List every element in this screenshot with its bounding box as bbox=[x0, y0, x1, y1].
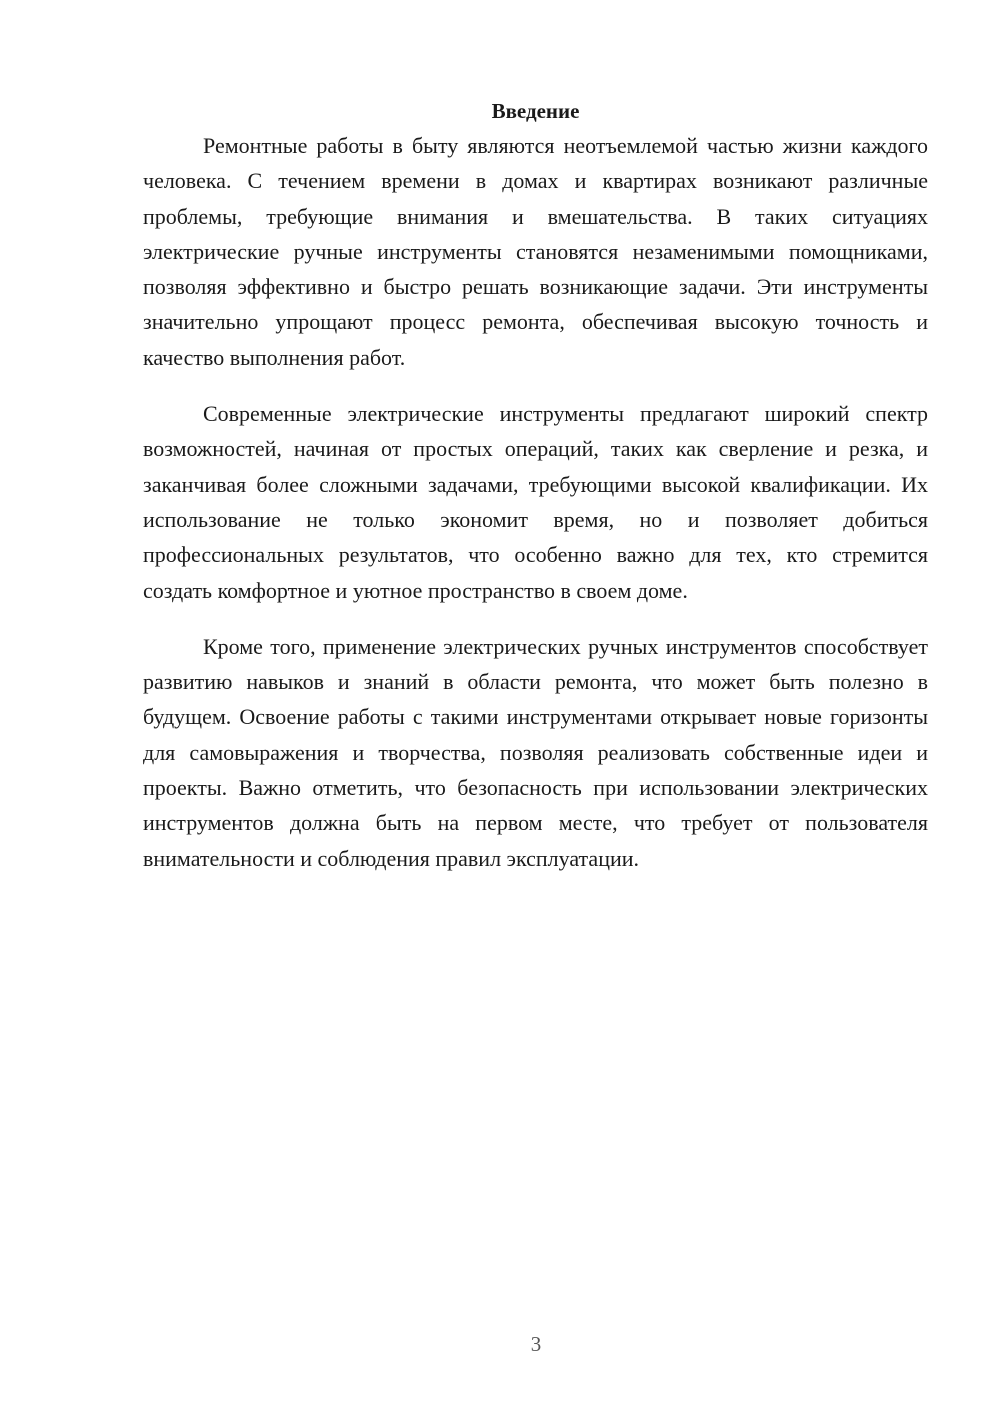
paragraph-1: Ремонтные работы в быту являются неотъемлемой частью жизни каждого человека. С течением времени в домах и квартирах возникают различные проблемы, требующие внимания и вмешательства. В таких ситуациях электрические ручные инструменты становятся незаменимыми помощниками, позволяя эффективно и быстро решать возникающие задачи. Эти инструменты значительно упрощают процесс ремонта, обеспечивая высокую точность и качество выполнения работ. bbox=[143, 133, 928, 370]
paragraph-2: Современные электрические инструменты предлагают широкий спектр возможностей, начиная от простых операций, таких как сверление и резка, и заканчивая более сложными задачами, требующими высокой квалификации. Их использование не только экономит время, но и позволяет добиться профессиональных результатов, что особенно важно для тех, кто стремится создать комфортное и уютное пространство в своем доме. bbox=[143, 401, 928, 603]
page-number: 3 bbox=[530, 1332, 542, 1356]
document-body bbox=[143, 96, 928, 897]
section-title: Введение bbox=[491, 99, 580, 123]
paragraph-3: Кроме того, применение электрических ручных инструментов способствует развитию навыков и знаний в области ремонта, что может быть полезно в будущем. Освоение работы с такими инструментами открывает новые горизонты для самовыражения и творчества, позволяя реализовать собственные идеи и проекты. Важно отметить, что безопасность при использовании электрических инструментов должна быть на первом месте, что требует от пользователя внимательности и соблюдения правил эксплуатации. bbox=[143, 633, 928, 871]
